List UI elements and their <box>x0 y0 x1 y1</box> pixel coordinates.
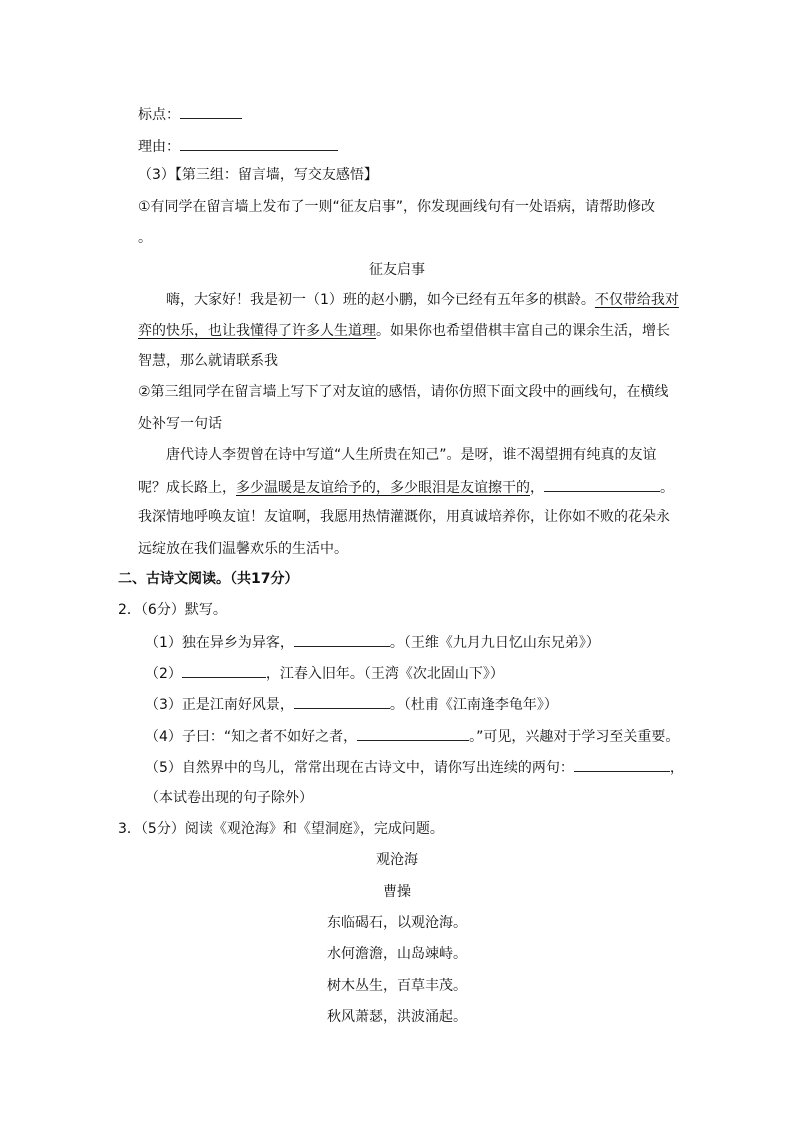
notice-title: 征友启事 <box>369 262 425 278</box>
essay-text: 呢？成长路上， <box>138 480 236 496</box>
reason-blank[interactable] <box>180 136 338 151</box>
essay-end: 。 <box>660 480 674 496</box>
essay-line-2 <box>138 477 674 497</box>
poem-author: 曹操 <box>383 884 411 900</box>
q2-item-2-text: ，江春入旧年。（王湾《次北固山下》） <box>265 666 504 682</box>
section2-heading: 二、古诗文阅读。（共17分） <box>118 571 299 587</box>
q3-stem: 3．（5分）阅读《观沧海》和《望洞庭》，完成问题。 <box>118 821 444 837</box>
q2-item-5-text: （5）自然界中的鸟儿，常常出现在古诗文中，请你写出连续的两句： <box>145 760 574 776</box>
essay-comma: ， <box>530 480 544 496</box>
q2-stem: 2．（6分）默写。 <box>118 602 227 618</box>
notice-text-cont: 。如果你也希望借棋丰富自己的课余生活，增长 <box>376 323 670 339</box>
reason-label: 理由： <box>138 139 180 155</box>
reason-line <box>138 136 338 156</box>
q2-item-5-note: （本试卷出现的句子除外） <box>145 790 313 806</box>
q2-item-2-num: （2） <box>145 666 182 682</box>
q2-item-4-rest: 。”可见，兴趣对于学习至关重要。 <box>469 729 680 745</box>
punct-blank[interactable] <box>180 104 242 119</box>
q2-item-3-source: 。（杜甫《江南逢李龟年》） <box>389 697 558 713</box>
poem-line: 秋风萧瑟，洪波涌起。 <box>327 1009 467 1025</box>
q2-item-5-comma: ， <box>669 760 684 776</box>
punct-line <box>138 104 242 124</box>
q2-item-1-blank[interactable] <box>294 632 390 647</box>
q2-item-3-text: （3）正是江南好风景， <box>145 697 294 713</box>
group3-task1-line2: 。 <box>138 230 152 246</box>
q2-item-1 <box>145 632 600 652</box>
poem-title: 观沧海 <box>376 852 418 868</box>
group3-task2-line1: ②第三组同学在留言墙上写下了对友谊的感悟，请你仿照下面文段中的画线句，在横线 <box>138 384 669 400</box>
essay-blank[interactable] <box>544 477 660 492</box>
punct-label: 标点： <box>138 107 180 123</box>
poem-line: 东临碣石，以观沧海。 <box>327 915 467 931</box>
q2-item-2 <box>145 663 504 683</box>
poem-line: 水何澹澹，山岛竦峙。 <box>327 946 467 962</box>
notice-line-1 <box>166 291 679 309</box>
q2-item-3 <box>145 694 558 714</box>
q2-item-4-blank[interactable] <box>357 726 469 741</box>
group3-task2-line2: 处补写一句话 <box>138 416 222 432</box>
q2-item-4 <box>145 726 679 746</box>
essay-underlined-sentence: 多少温暖是友谊给予的，多少眼泪是友谊擦干的 <box>236 480 530 496</box>
notice-underlined-sentence-cont: 弈的快乐，也让我懂得了许多人生道理 <box>138 323 376 339</box>
q2-item-1-text: （1）独在异乡为异客， <box>145 635 294 651</box>
essay-line-1: 唐代诗人李贺曾在诗中写道“人生所贵在知己”。是呀，谁不渴望拥有纯真的友谊 <box>166 447 657 463</box>
q2-item-5-blank[interactable] <box>574 757 670 772</box>
group3-task1-line1: ①有同学在留言墙上发布了一则“征友启事”，你发现画线句有一处语病，请帮助修改 <box>138 199 656 215</box>
q2-item-2-blank[interactable] <box>182 663 266 678</box>
essay-line-3: 我深情地呼唤友谊！友谊啊，我愿用热情灌溉你，用真诚培养你，让你如不败的花朵永 <box>138 509 670 525</box>
notice-underlined-sentence: 不仅带给我对 <box>594 292 679 308</box>
essay-line-4: 远绽放在我们温馨欢乐的生活中。 <box>138 541 348 557</box>
q2-item-1-source: 。（王维《九月九日忆山东兄弟》） <box>389 635 600 651</box>
q2-item-5 <box>145 757 684 777</box>
poem-line: 树木丛生，百草丰茂。 <box>327 978 467 994</box>
notice-text: 嗨，大家好！我是初一（1）班的赵小鹏，如今已经有五年多的棋龄。 <box>166 292 595 308</box>
notice-line-3: 智慧，那么就请联系我 <box>138 353 278 369</box>
q2-item-3-blank[interactable] <box>294 694 390 709</box>
q2-item-4-text: （4）子曰：“知之者不如好之者， <box>145 729 358 745</box>
group3-heading: （3）【第三组：留言墙，写交友感悟】 <box>138 167 378 183</box>
notice-line-2 <box>138 322 670 340</box>
